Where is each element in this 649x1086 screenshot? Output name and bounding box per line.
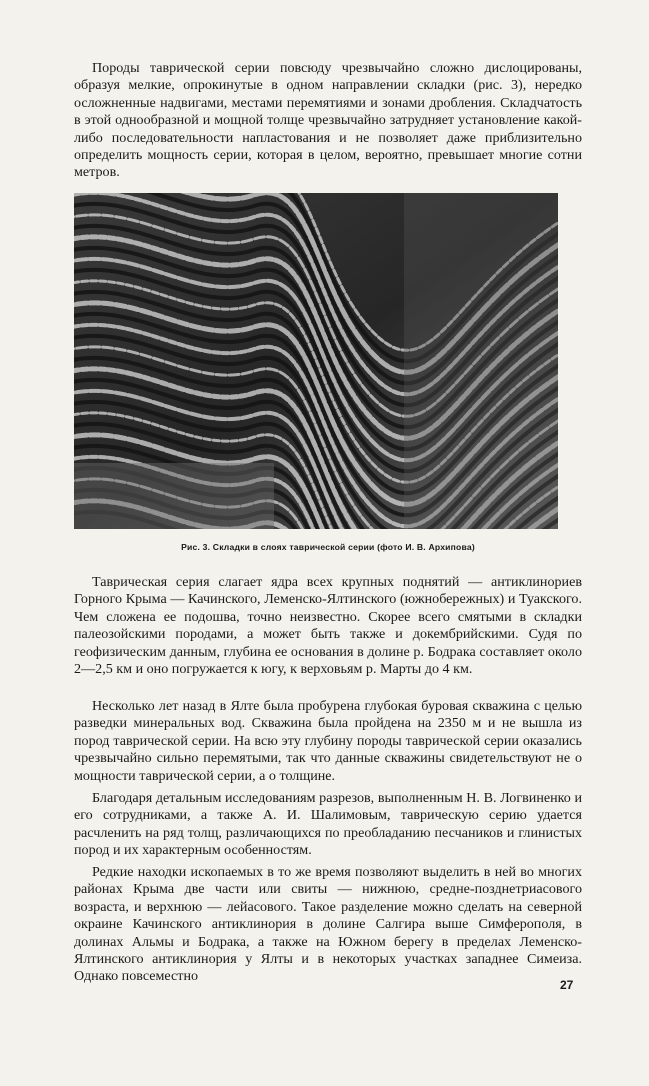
paragraph-intro: Породы таврической серии повсюду чрезвычайно сложно дислоцированы, образуя мелкие, опрокинутые в одном направлении складки (рис. 3), нередко осложненные надвигами, местами перемятиями и зонами дробления. Складчатость в этой однообразной и мощной толще чрезвычайно затрудняет установление какой-либо последовательности напластования и не позволяет даже приблизительно определить мощность серии, которая в целом, вероятно, превышает многие сотни метров. <box>74 60 582 181</box>
paragraph-research: Благодаря детальным исследованиям разрезов, выполненным Н. В. Логвиненко и его сотрудниками, а также А. И. Шалимовым, таврическую серию удается расчленить на ряд толщ, различающихся по преобладанию песчаников и глинистых пород и их характерным особенностям. <box>74 790 582 859</box>
paragraph-series-core: Таврическая серия слагает ядра всех крупных поднятий — антиклинориев Горного Крыма — Качинского, Леменско-Ялтинского (южнобережных) и Туакского. Чем сложена ее подошва, точно неизвестно. Скорее всего смятыми в складки палеозойскими породами, а может быть также и докембрийскими. Судя по геофизическим данным, глубина ее основания в долине р. Бодрака составляет около 2—2,5 км и оно погружается к югу, к верховьям р. Марты до 4 км. <box>74 574 582 678</box>
page-number: 27 <box>560 978 574 992</box>
rock-folds-photo <box>74 193 558 529</box>
paragraph-borehole: Несколько лет назад в Ялте была пробурена глубокая буровая скважина с целью разведки минеральных вод. Скважина была пройдена на 2350 м и не вышла из пород таврической серии. На всю эту глубину породы таврической серии оказались чрезвычайно сильно перемятыми, так что данные скважины свидетельствуют не о мощности таврической серии, а о толщине. <box>74 698 582 784</box>
paragraph-fossils: Редкие находки ископаемых в то же время позволяют выделить в ней во многих районах Крыма две части или свиты — нижнюю, средне-позднетриасового возраста, и верхнюю — лейасового. Такое разделение можно сделать на северной окраине Качинского антиклинория в долине Салгира выше Симферополя, в долинах Альмы и Бодрака, а также на Южном берегу в пределах Леменско-Ялтинского антиклинория у Ялты и в некоторых участках западнее Симеиза. Однако повсеместно <box>74 864 582 985</box>
figure-caption: Рис. 3. Складки в слоях таврической серии (фото И. В. Архипова) <box>181 542 475 552</box>
photo-folds-figure <box>74 193 558 529</box>
